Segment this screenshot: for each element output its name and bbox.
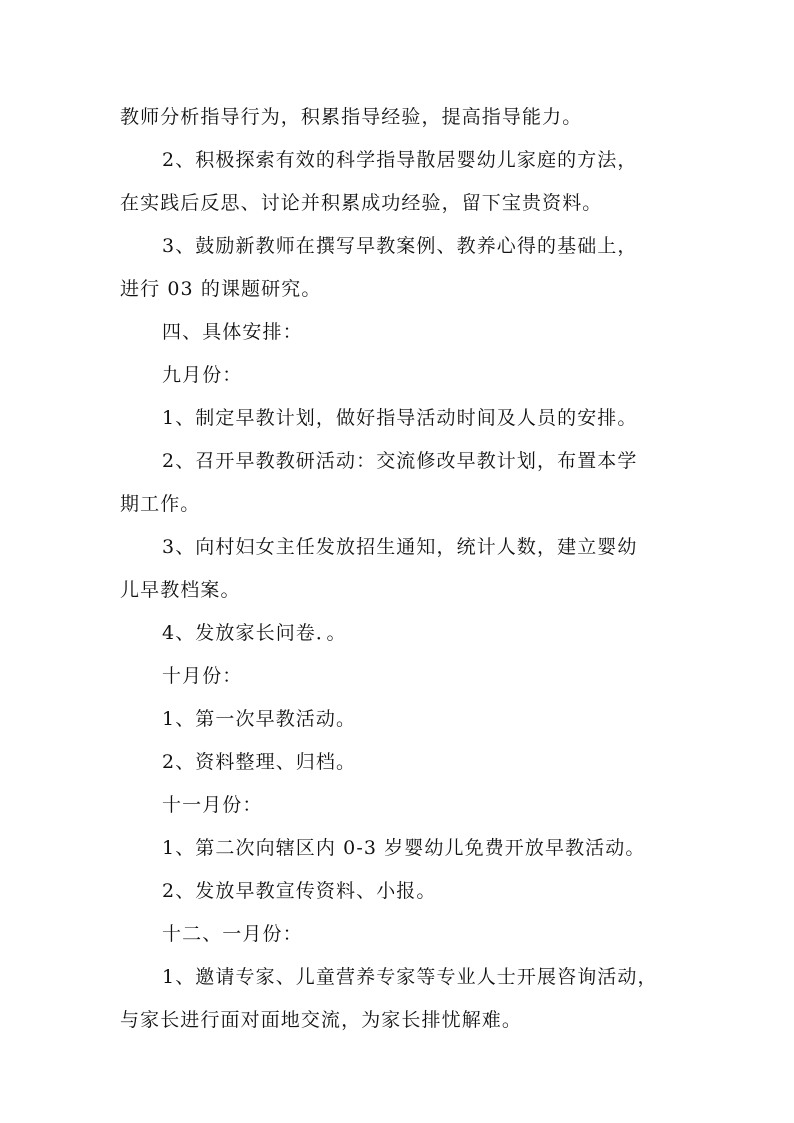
document-body (120, 96, 680, 1042)
month-heading: 十月份： (162, 665, 243, 687)
paragraph-line: 教师分析指导行为，积累指导经验，提高指导能力。 (120, 106, 583, 128)
month-heading: 十一月份： (162, 794, 263, 816)
paragraph-line: 3、鼓励新教师在撰写早教案例、教养心得的基础上， (162, 235, 638, 257)
section-heading: 四、具体安排： (162, 321, 303, 343)
list-item: 1、第二次向辖区内 0-3 岁婴幼儿免费开放早教活动。 (162, 837, 646, 859)
paragraph-line: 2、积极探索有效的科学指导散居婴幼儿家庭的方法， (162, 149, 638, 171)
list-item: 1、第一次早教活动。 (162, 708, 357, 730)
list-item-continuation: 与家长进行面对面地交流，为家长排忧解难。 (120, 1009, 523, 1031)
list-item: 2、发放早教宣传资料、小报。 (162, 880, 437, 902)
list-item: 1、制定早教计划，做好指导活动时间及人员的安排。 (162, 407, 638, 429)
list-item: 1、邀请专家、儿童营养专家等专业人士开展咨询活动， (162, 966, 658, 988)
paragraph-line: 进行 03 的课题研究。 (120, 278, 322, 300)
list-item: 2、资料整理、归档。 (162, 751, 357, 773)
list-item-continuation: 期工作。 (120, 493, 201, 515)
month-heading: 十二、一月份： (162, 923, 303, 945)
list-item: 4、发放家长问卷．。 (162, 622, 347, 644)
list-item: 2、召开早教教研活动：交流修改早教计划，布置本学 (162, 450, 638, 472)
list-item-continuation: 儿早教档案。 (120, 579, 241, 601)
month-heading: 九月份： (162, 364, 243, 386)
list-item: 3、向村妇女主任发放招生通知，统计人数，建立婴幼 (162, 536, 638, 558)
paragraph-line: 在实践后反思、讨论并积累成功经验，留下宝贵资料。 (120, 192, 603, 214)
